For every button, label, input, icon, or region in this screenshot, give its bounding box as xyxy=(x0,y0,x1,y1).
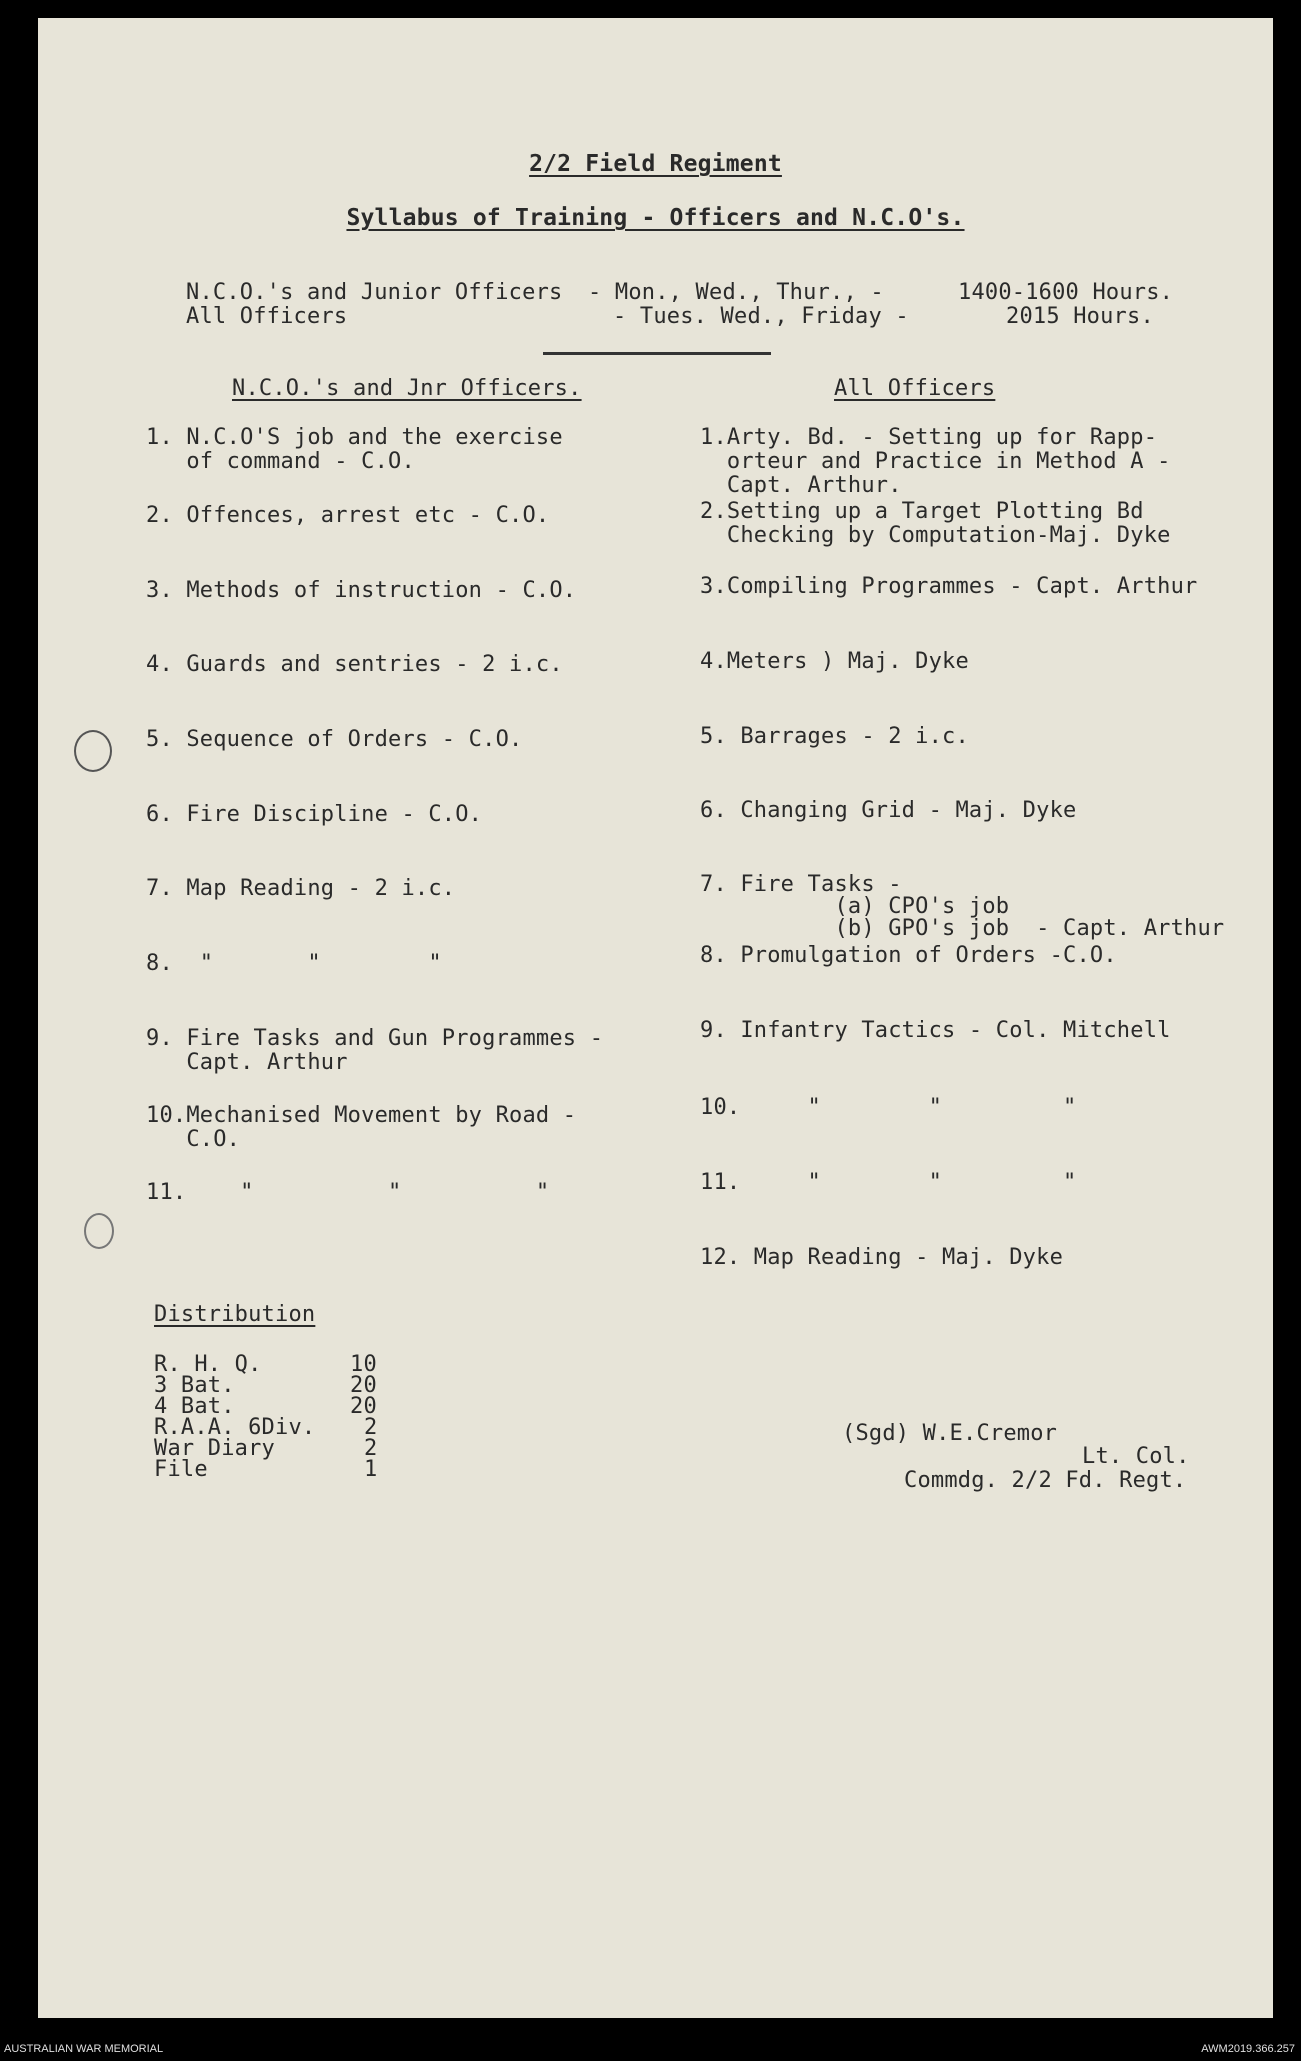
list-item: 3.Compiling Programmes - Capt. Arthur xyxy=(700,574,1198,599)
list-item: 10.Mechanised Movement by Road - xyxy=(146,1103,577,1128)
document-page xyxy=(38,18,1273,2018)
list-item: 6. Fire Discipline - C.O. xyxy=(146,802,483,827)
list-item: 10. " " " xyxy=(700,1095,1077,1120)
schedule-who: N.C.O.'s and Junior Officers xyxy=(186,280,563,305)
distribution-qty: 20 xyxy=(350,1394,377,1419)
document-title: 2/2 Field Regiment xyxy=(529,151,782,177)
distribution-name: R.A.A. 6Div. xyxy=(154,1415,316,1440)
list-item: Checking by Computation-Maj. Dyke xyxy=(700,523,1171,548)
schedule-days: - Tues. Wed., Friday - xyxy=(613,304,909,329)
list-item: (a) CPO's job xyxy=(700,894,1010,919)
right-column-heading: All Officers xyxy=(834,376,996,401)
list-item: Capt. Arthur. xyxy=(700,473,902,498)
list-item: 4. Guards and sentries - 2 i.c. xyxy=(146,652,563,677)
distribution-name: War Diary xyxy=(154,1436,276,1461)
list-item: (b) GPO's job - Capt. Arthur xyxy=(700,916,1225,941)
distribution-heading: Distribution xyxy=(154,1302,316,1327)
list-item: 3. Methods of instruction - C.O. xyxy=(146,578,577,603)
distribution-name: File xyxy=(154,1457,208,1482)
list-item: of command - C.O. xyxy=(146,449,415,474)
list-item: 7. Fire Tasks - xyxy=(700,872,902,897)
distribution-qty: 1 xyxy=(364,1457,378,1482)
divider xyxy=(543,352,771,355)
schedule-who: All Officers xyxy=(186,304,348,329)
list-item: 1.Arty. Bd. - Setting up for Rapp- xyxy=(700,425,1158,450)
left-column-heading: N.C.O.'s and Jnr Officers. xyxy=(232,376,582,401)
list-item: 8. Promulgation of Orders -C.O. xyxy=(700,943,1117,968)
distribution-qty: 20 xyxy=(350,1373,377,1398)
list-item: 2.Setting up a Target Plotting Bd xyxy=(700,499,1144,524)
list-item: 7. Map Reading - 2 i.c. xyxy=(146,876,456,901)
list-item: 1. N.C.O'S job and the exercise xyxy=(146,425,563,450)
distribution-qty: 2 xyxy=(364,1415,378,1440)
signature-name: (Sgd) W.E.Cremor xyxy=(842,1421,1058,1446)
list-item: 5. Sequence of Orders - C.O. xyxy=(146,727,523,752)
distribution-qty: 2 xyxy=(364,1436,378,1461)
distribution-name: 3 Bat. xyxy=(154,1373,235,1398)
schedule-hours: 1400-1600 Hours. xyxy=(958,280,1174,305)
distribution-name: R. H. Q. xyxy=(154,1352,262,1377)
list-item: 11. " " " xyxy=(146,1180,550,1205)
signature-command: Commdg. 2/2 Fd. Regt. xyxy=(904,1468,1187,1493)
list-item: 6. Changing Grid - Maj. Dyke xyxy=(700,798,1077,823)
list-item: 2. Offences, arrest etc - C.O. xyxy=(146,503,550,528)
list-item: Capt. Arthur xyxy=(146,1050,348,1075)
list-item: 11. " " " xyxy=(700,1170,1077,1195)
punch-hole xyxy=(84,1213,114,1249)
list-item: 8. " " " xyxy=(146,951,442,976)
schedule-days: - Mon., Wed., Thur., - xyxy=(588,280,884,305)
punch-hole xyxy=(74,730,112,772)
list-item: 9. Infantry Tactics - Col. Mitchell xyxy=(700,1018,1171,1043)
list-item: 5. Barrages - 2 i.c. xyxy=(700,724,969,749)
signature-rank: Lt. Col. xyxy=(1082,1444,1190,1469)
archive-credit: AUSTRALIAN WAR MEMORIAL xyxy=(4,2043,164,2055)
list-item: 4.Meters ) Maj. Dyke xyxy=(700,649,969,674)
schedule-hours: 2015 Hours. xyxy=(1006,304,1154,329)
distribution-name: 4 Bat. xyxy=(154,1394,235,1419)
list-item: 12. Map Reading - Maj. Dyke xyxy=(700,1245,1064,1270)
list-item: orteur and Practice in Method A - xyxy=(700,449,1171,474)
archive-reference: AWM2019.366.257 xyxy=(1201,2043,1295,2055)
document-subtitle: Syllabus of Training - Officers and N.C.O's. xyxy=(346,205,965,231)
list-item: C.O. xyxy=(146,1127,241,1152)
list-item: 9. Fire Tasks and Gun Programmes - xyxy=(146,1026,604,1051)
distribution-qty: 10 xyxy=(350,1352,377,1377)
